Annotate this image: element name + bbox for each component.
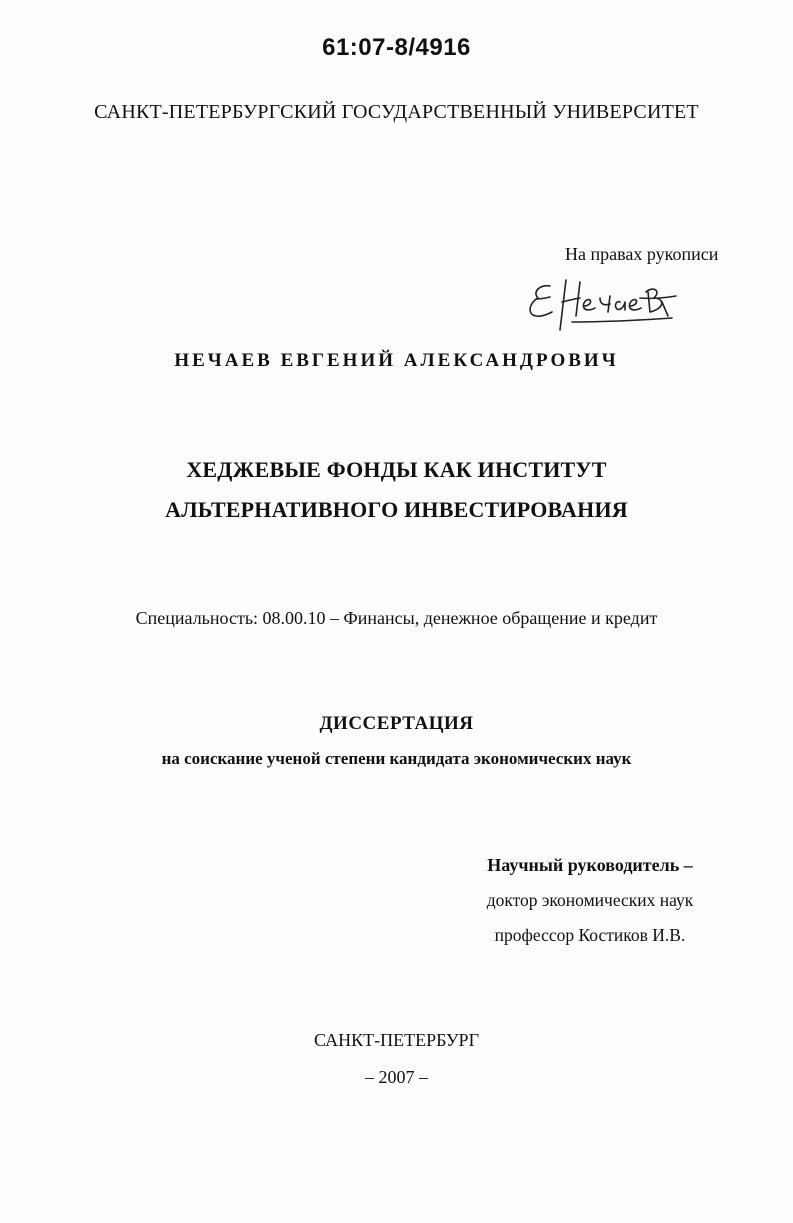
degree-line: на соискание ученой степени кандидата экономических наук bbox=[161, 749, 632, 768]
dissertation-title-line-2: АЛЬТЕРНАТИВНОГО ИНВЕСТИРОВАНИЯ bbox=[165, 497, 628, 522]
advisor-name: профессор Костиков И.В. bbox=[494, 925, 686, 945]
catalog-number: 61:07-8/4916 bbox=[322, 34, 471, 61]
dissertation-title-line-1: ХЕДЖЕВЫЕ ФОНДЫ КАК ИНСТИТУТ bbox=[186, 457, 607, 482]
city: САНКТ-ПЕТЕРБУРГ bbox=[314, 1030, 479, 1050]
specialty-line: Специальность: 08.00.10 – Финансы, денежное обращение и кредит bbox=[135, 608, 658, 628]
author-name: НЕЧАЕВ ЕВГЕНИЙ АЛЕКСАНДРОВИЧ bbox=[174, 350, 619, 371]
advisor-degree: доктор экономических наук bbox=[486, 890, 694, 910]
university-name: САНКТ-ПЕТЕРБУРГСКИЙ ГОСУДАРСТВЕННЫЙ УНИВЕРСИТЕТ bbox=[94, 101, 699, 123]
year: – 2007 – bbox=[365, 1067, 428, 1087]
advisor-role: Научный руководитель – bbox=[487, 855, 693, 875]
rights-note: На правах рукописи bbox=[565, 244, 719, 264]
document-type: ДИССЕРТАЦИЯ bbox=[319, 713, 474, 734]
handwritten-signature bbox=[522, 272, 682, 334]
